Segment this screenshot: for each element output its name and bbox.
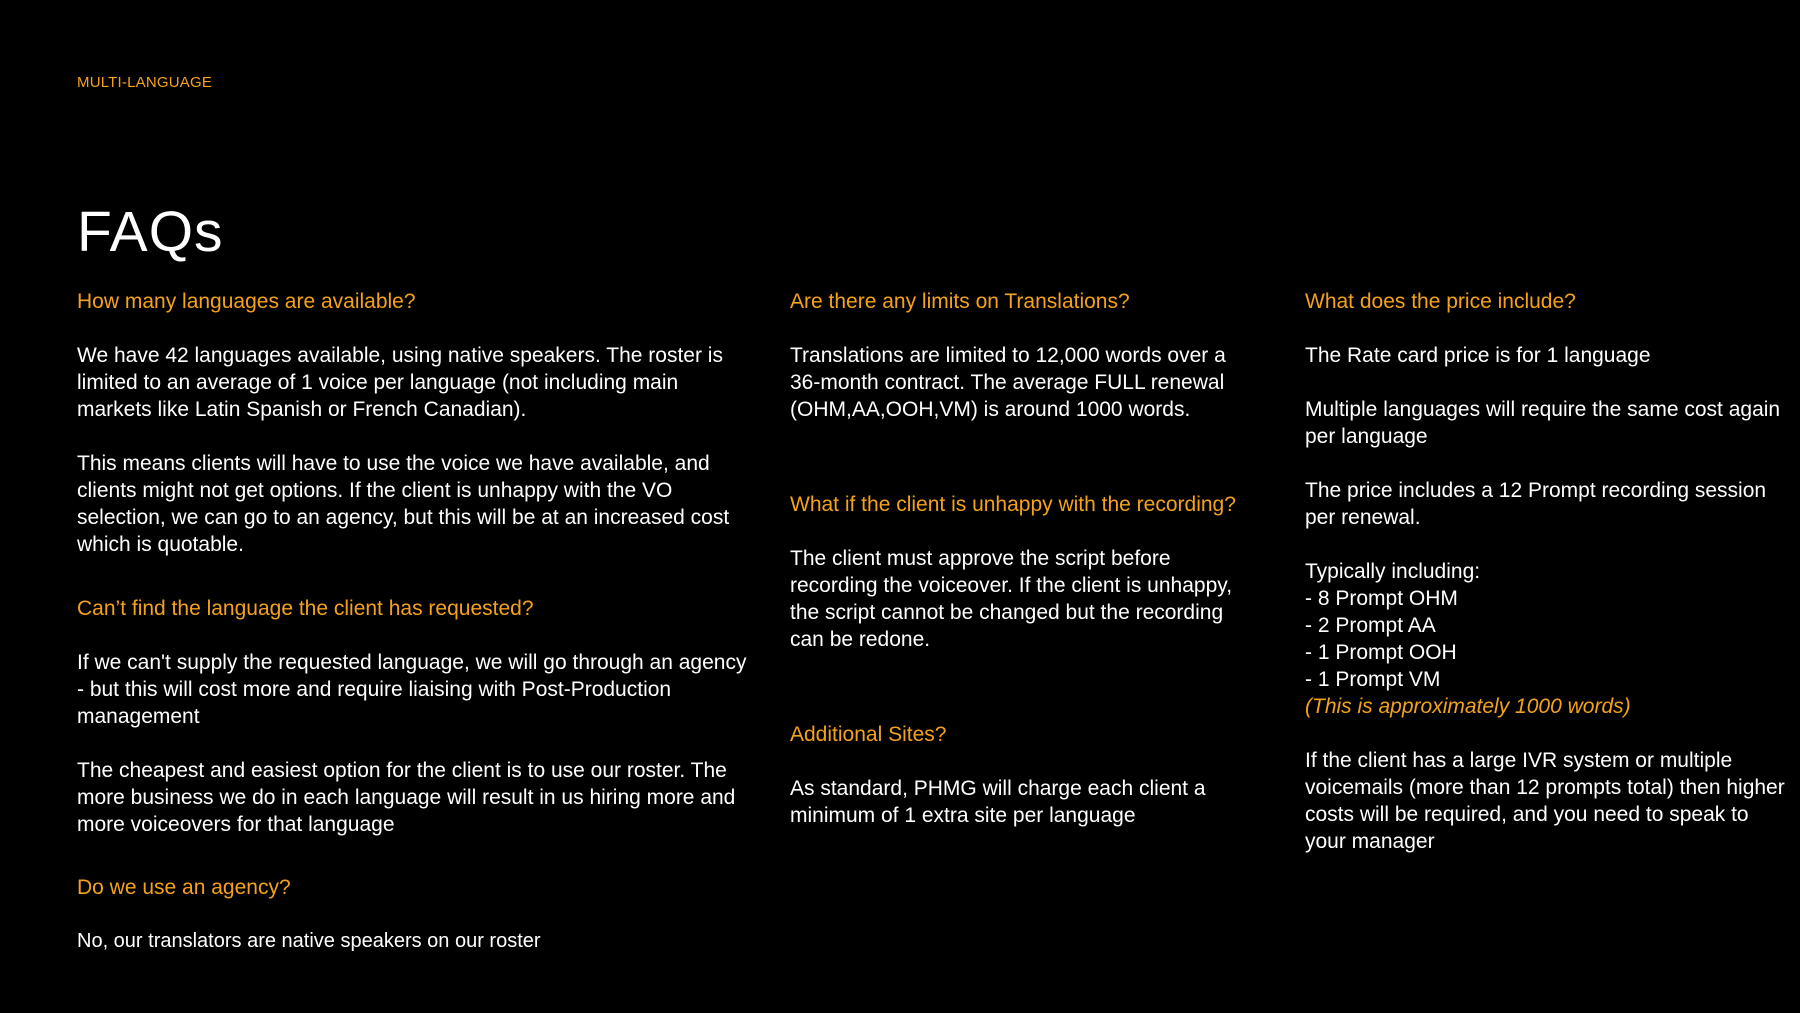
faq-client-unhappy — [790, 491, 1260, 653]
prompt-list-item: - 8 Prompt OHM — [1305, 587, 1458, 610]
question-languages-available: How many languages are available? — [77, 290, 416, 313]
answer-multiple-languages: Multiple languages will require the same cost again per language — [1305, 398, 1781, 448]
answer-rate-card: The Rate card price is for 1 language — [1305, 344, 1651, 367]
faq-translation-limits — [790, 288, 1260, 423]
answer-prompt-session: The price includes a 12 Prompt recording session per renewal. — [1305, 479, 1767, 529]
page-title: FAQs — [77, 200, 224, 264]
faq-column-3 — [1305, 288, 1785, 855]
answer-languages-available-1: We have 42 languages available, using native speakers. The roster is limited to an average of 1 voice per language (not including main markets like Latin Spanish or French Canadian). — [77, 344, 723, 421]
prompt-list-item: - 2 Prompt AA — [1305, 614, 1436, 637]
answer-additional-sites: As standard, PHMG will charge each client a minimum of 1 extra site per language — [790, 777, 1206, 827]
eyebrow-label: MULTI-LANGUAGE — [77, 74, 213, 91]
prompt-list-item: - 1 Prompt VM — [1305, 668, 1441, 691]
answer-large-ivr: If the client has a large IVR system or multiple voicemails (more than 12 prompts total) then higher costs will be required, and you need to speak to your manager — [1305, 749, 1785, 853]
question-cant-find-language: Can’t find the language the client has requested? — [77, 597, 534, 620]
answer-translation-limits: Translations are limited to 12,000 words over a 36-month contract. The average FULL renewal (OHM,AA,OOH,VM) is around 1000 words. — [790, 344, 1226, 421]
faq-price-includes — [1305, 288, 1785, 855]
question-client-unhappy: What if the client is unhappy with the recording? — [790, 493, 1236, 516]
question-translation-limits: Are there any limits on Translations? — [790, 290, 1130, 313]
faq-column-1 — [77, 288, 747, 955]
question-additional-sites: Additional Sites? — [790, 723, 947, 746]
faq-column-2 — [790, 288, 1260, 829]
answer-cant-find-language-2: The cheapest and easiest option for the client is to use our roster. The more business we do in each language will result in us hiring more and more voiceovers for that language — [77, 759, 736, 836]
prompt-list-item: - 1 Prompt OOH — [1305, 641, 1457, 664]
question-price-includes: What does the price include? — [1305, 290, 1576, 313]
answer-use-agency: No, our translators are native speakers on our roster — [77, 930, 541, 952]
answer-languages-available-2: This means clients will have to use the voice we have available, and clients might not get options. If the client is unhappy with the VO selection, we can go to an agency, but this will be at an increased cost which is quotable. — [77, 452, 730, 556]
prompt-list — [1305, 585, 1785, 720]
answer-client-unhappy: The client must approve the script before recording the voiceover. If the client is unhappy, the script cannot be changed but the recording can be redone. — [790, 547, 1233, 651]
faq-additional-sites — [790, 721, 1260, 829]
answer-cant-find-language-1: If we can't supply the requested language, we will go through an agency - but this will cost more and require liaising with Post-Production management — [77, 651, 747, 728]
answer-typically-including: Typically including: — [1305, 560, 1481, 583]
question-use-agency: Do we use an agency? — [77, 876, 291, 899]
faq-languages-available — [77, 288, 747, 558]
word-count-note: (This is approximately 1000 words) — [1305, 695, 1631, 718]
faq-cant-find-language — [77, 595, 747, 838]
faq-use-agency — [77, 874, 747, 955]
